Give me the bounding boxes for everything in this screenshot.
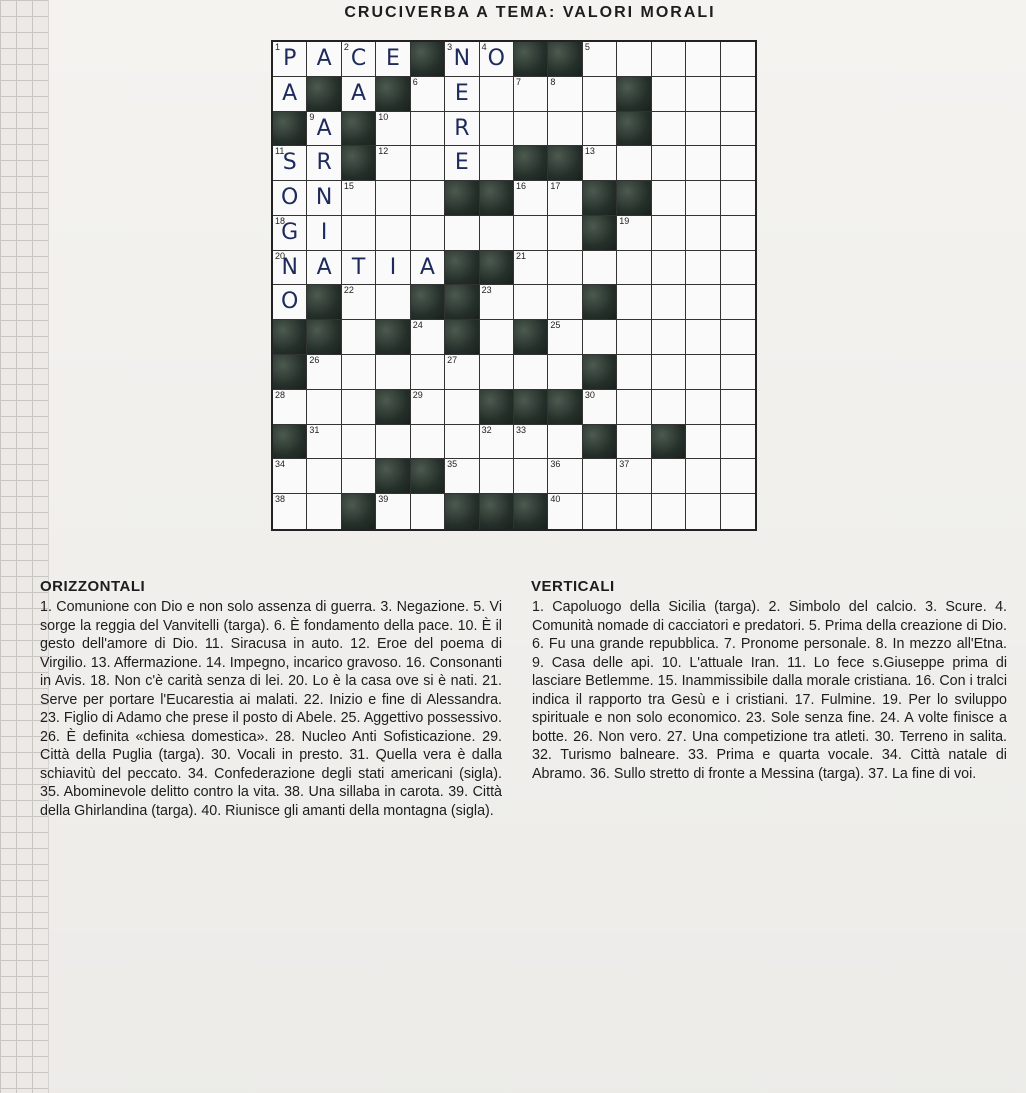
- crossword-cell[interactable]: [652, 77, 686, 112]
- crossword-cell[interactable]: [445, 77, 479, 112]
- black-square: [548, 146, 582, 181]
- crossword-cell[interactable]: [686, 146, 720, 181]
- crossword-cell[interactable]: [342, 181, 376, 216]
- crossword-cell[interactable]: [342, 42, 376, 77]
- crossword-cell[interactable]: [548, 181, 582, 216]
- black-square: [273, 355, 307, 390]
- crossword-cell[interactable]: [686, 494, 720, 529]
- crossword-cell[interactable]: [617, 355, 651, 390]
- black-square: [342, 112, 376, 147]
- black-square: [307, 320, 341, 355]
- black-square: [273, 425, 307, 460]
- handwritten-letter: A: [419, 254, 435, 280]
- handwritten-letter: A: [316, 254, 332, 280]
- crossword-cell[interactable]: [721, 181, 755, 216]
- crossword-cell[interactable]: [721, 390, 755, 425]
- page-title: CRUCIVERBA A TEMA: VALORI MORALI: [344, 4, 716, 21]
- black-square: [411, 285, 445, 320]
- black-square: [514, 320, 548, 355]
- clue-number: 11: [275, 146, 285, 157]
- handwritten-letter: R: [316, 150, 332, 176]
- black-square: [342, 494, 376, 529]
- crossword-cell[interactable]: [342, 320, 376, 355]
- black-square: [514, 390, 548, 425]
- crossword-cell[interactable]: [514, 459, 548, 494]
- clue-number: 9: [309, 111, 315, 122]
- crossword-cell[interactable]: [445, 355, 479, 390]
- crossword-cell[interactable]: [307, 390, 341, 425]
- clue-number: 38: [275, 494, 286, 505]
- crossword-cell[interactable]: [514, 112, 548, 147]
- crossword-cell[interactable]: [411, 320, 445, 355]
- crossword-cell[interactable]: [548, 216, 582, 251]
- black-square: [514, 42, 548, 77]
- crossword-cell[interactable]: [273, 390, 307, 425]
- crossword-cell[interactable]: [514, 285, 548, 320]
- crossword-cell[interactable]: [376, 181, 410, 216]
- crossword-cell[interactable]: [445, 390, 479, 425]
- crossword-cell[interactable]: [307, 251, 341, 286]
- handwritten-letter: I: [320, 219, 328, 245]
- crossword-cell[interactable]: [617, 285, 651, 320]
- clue-number: 37: [619, 459, 630, 470]
- crossword-cell[interactable]: [480, 146, 514, 181]
- black-square: [445, 320, 479, 355]
- crossword-cell[interactable]: [307, 355, 341, 390]
- clue-number: 33: [515, 424, 526, 435]
- crossword-cell[interactable]: [721, 494, 755, 529]
- black-square: [583, 285, 617, 320]
- crossword-cell[interactable]: [721, 112, 755, 147]
- crossword-cell[interactable]: [686, 459, 720, 494]
- crossword-cell[interactable]: [617, 459, 651, 494]
- crossword-cell[interactable]: [411, 181, 445, 216]
- clue-number: 13: [584, 146, 595, 157]
- clue-number: 27: [447, 355, 458, 366]
- handwritten-letter: C: [350, 46, 367, 71]
- clue-number: 36: [550, 459, 561, 470]
- down-clues: 1. Capoluogo della Sicilia (targa). 2. Simbolo del calcio. 3. Scure. 4. Comunità nomade di cacciatori e predatori. 5. Prima della creazione di Dio. 6. Fu una grande repubblica. 7. Pronome personale. 8. In mezzo all'Etna. 9. Casa delle api. 10. L'attuale Iran. 11. Lo fece s.Giuseppe prima di lasciare Betlemme. 15. Inammissibile dalla morale cristiana. 16. Con i tralci indica il rapporto tra Gesù e i cristiani. 17. Fulmine. 19. Per lo sviluppo spirituale e non solo economico. 23. Sole senza fine. 24. A volte finisce a botte. 26. Non vero. 27. Una competizione tra atleti. 30. Terreno in salita. 32. Turismo balneare. 33. Prima e quarta vocale. 34. Città natale di Abramo. 36. Sullo stretto di fronte a Messina (targa). 37. La fine di voi.: [532, 599, 1007, 782]
- black-square: [376, 77, 410, 112]
- crossword-cell[interactable]: [721, 320, 755, 355]
- clue-number: 3: [447, 42, 453, 52]
- crossword-cell[interactable]: [273, 146, 307, 181]
- clue-number: 5: [584, 42, 590, 52]
- black-square: [548, 42, 582, 77]
- crossword-cell[interactable]: [445, 425, 479, 460]
- crossword-cell[interactable]: [480, 285, 514, 320]
- clue-number: 6: [412, 76, 418, 87]
- crossword-cell[interactable]: [514, 425, 548, 460]
- crossword-cell[interactable]: [652, 42, 686, 77]
- black-square: [445, 285, 479, 320]
- clue-number: 19: [619, 215, 630, 226]
- black-square: [342, 146, 376, 181]
- clue-number: 34: [275, 459, 286, 470]
- crossword-cell[interactable]: [273, 216, 307, 251]
- black-square: [617, 112, 651, 147]
- crossword-cell[interactable]: [445, 112, 479, 147]
- crossword-cell[interactable]: [411, 112, 445, 147]
- crossword-cell[interactable]: [652, 320, 686, 355]
- black-square: [273, 112, 307, 147]
- crossword-cell[interactable]: [342, 425, 376, 460]
- crossword-cell[interactable]: [342, 355, 376, 390]
- crossword-cell[interactable]: [583, 390, 617, 425]
- crossword-cell[interactable]: [686, 425, 720, 460]
- clue-number: 32: [481, 424, 492, 435]
- crossword-cell[interactable]: [411, 494, 445, 529]
- crossword-cell[interactable]: [342, 459, 376, 494]
- clue-number: 35: [447, 459, 458, 470]
- clue-number: 39: [378, 494, 389, 505]
- black-square: [583, 216, 617, 251]
- black-square: [445, 251, 479, 286]
- crossword-cell[interactable]: [445, 216, 479, 251]
- crossword-cell[interactable]: [583, 251, 617, 286]
- handwritten-letter: N: [315, 185, 333, 211]
- crossword-cell[interactable]: [617, 390, 651, 425]
- crossword-cell[interactable]: [342, 251, 376, 286]
- crossword-cell[interactable]: [411, 216, 445, 251]
- black-square: [445, 181, 479, 216]
- crossword-cell[interactable]: [445, 459, 479, 494]
- crossword-cell[interactable]: [721, 425, 755, 460]
- crossword-cell[interactable]: [514, 216, 548, 251]
- black-square: [583, 355, 617, 390]
- crossword-cell[interactable]: [721, 77, 755, 112]
- crossword-cell[interactable]: [376, 425, 410, 460]
- crossword-cell[interactable]: [652, 494, 686, 529]
- crossword-cell[interactable]: [617, 425, 651, 460]
- crossword-cell[interactable]: [617, 320, 651, 355]
- crossword-cell[interactable]: [480, 42, 514, 77]
- black-square: [617, 181, 651, 216]
- clue-number: 22: [343, 285, 354, 296]
- crossword-cell[interactable]: [307, 112, 341, 147]
- crossword-cell[interactable]: [273, 181, 307, 216]
- crossword-cell[interactable]: [583, 42, 617, 77]
- crossword-cell[interactable]: [686, 42, 720, 77]
- crossword-cell[interactable]: [307, 216, 341, 251]
- across-clues: 1. Comunione con Dio e non solo assenza di guerra. 3. Negazione. 5. Vi sorge la reggia del Vanvitelli (targa). 6. È fondamento della pace. 10. È il gesto dell'amore di Dio. 11. Siracusa in auto. 12. Eroe del poema di Virgilio. 13. Affermazione. 14. Impegno, incarico gravoso. 16. Consonanti in Avis. 18. Non c'è carità senza di lei. 20. Lo è la casa ove si è nati. 21. Serve per portare l'Eucarestia ai malati. 22. Inizio e fine di Alessandra. 23. Figlio di Adamo che prese il posto di Abele. 25. Aggettivo possessivo. 26. È definita «chiesa domestica». 28. Nucleo Anti Sofisticazione. 29. Città della Puglia (targa). 30. Vocali in presto. 31. Quella vera è dalla schiavitù del peccato. 34. Confederazione degli stati americani (sigla). 35. Abominevole delitto contro la vita. 38. Una sillaba in carota. 39. Città della Ghirlandina (targa). 40. Riunisce gli amanti della montagna (sigla).: [40, 599, 502, 819]
- handwritten-letter: A: [316, 115, 332, 141]
- black-square: [445, 494, 479, 529]
- crossword-cell[interactable]: [721, 459, 755, 494]
- crossword-cell[interactable]: [617, 251, 651, 286]
- black-square: [411, 459, 445, 494]
- clue-number: 24: [412, 320, 423, 331]
- black-square: [480, 181, 514, 216]
- handwritten-letter: G: [281, 219, 299, 245]
- crossword-cell[interactable]: [411, 425, 445, 460]
- crossword-cell[interactable]: [583, 494, 617, 529]
- black-square: [307, 285, 341, 320]
- crossword-cell[interactable]: [307, 494, 341, 529]
- clue-number: 25: [550, 320, 561, 331]
- crossword-cell[interactable]: [617, 146, 651, 181]
- handwritten-letter: A: [282, 80, 298, 106]
- crossword-cell[interactable]: [514, 355, 548, 390]
- clue-number: 30: [584, 389, 595, 400]
- handwritten-letter: O: [281, 185, 299, 211]
- black-square: [273, 320, 307, 355]
- crossword-cell[interactable]: [376, 251, 410, 286]
- crossword-cell[interactable]: [721, 251, 755, 286]
- crossword-cell[interactable]: [342, 285, 376, 320]
- clue-number: 40: [550, 494, 561, 505]
- handwritten-letter: O: [487, 46, 505, 71]
- crossword-cell[interactable]: [583, 77, 617, 112]
- handwritten-letter: P: [283, 46, 297, 71]
- clue-number: 18: [275, 215, 286, 226]
- crossword-cell[interactable]: [376, 285, 410, 320]
- crossword-cell[interactable]: [548, 251, 582, 286]
- clue-number: 23: [481, 285, 492, 296]
- crossword-cell[interactable]: [514, 181, 548, 216]
- crossword-cell[interactable]: [342, 216, 376, 251]
- black-square: [480, 251, 514, 286]
- crossword-cell[interactable]: [445, 42, 479, 77]
- clue-number: 2: [343, 42, 349, 52]
- crossword-cell[interactable]: [652, 146, 686, 181]
- handwritten-letter: S: [282, 150, 297, 176]
- clue-number: 12: [378, 146, 389, 157]
- crossword-cell[interactable]: [307, 459, 341, 494]
- black-square: [514, 494, 548, 529]
- crossword-cell[interactable]: [411, 77, 445, 112]
- crossword-cell[interactable]: [342, 390, 376, 425]
- crossword-cell[interactable]: [583, 112, 617, 147]
- clue-number: 4: [481, 42, 487, 52]
- crossword-cell[interactable]: [617, 216, 651, 251]
- handwritten-letter: A: [351, 80, 367, 106]
- crossword-cell[interactable]: [376, 112, 410, 147]
- crossword-cell[interactable]: [617, 42, 651, 77]
- crossword-cell[interactable]: [411, 146, 445, 181]
- black-square: [480, 390, 514, 425]
- handwritten-letter: R: [454, 115, 470, 141]
- crossword-cell[interactable]: [376, 42, 410, 77]
- crossword-cell[interactable]: [411, 355, 445, 390]
- clue-number: 29: [412, 389, 423, 400]
- crossword-cell[interactable]: [376, 216, 410, 251]
- black-square: [548, 390, 582, 425]
- black-square: [652, 425, 686, 460]
- crossword-cell[interactable]: [583, 146, 617, 181]
- crossword-cell[interactable]: [307, 146, 341, 181]
- crossword-cell[interactable]: [617, 494, 651, 529]
- crossword-cell[interactable]: [583, 320, 617, 355]
- crossword-cell[interactable]: [480, 216, 514, 251]
- crossword-cell[interactable]: [548, 77, 582, 112]
- crossword-cell[interactable]: [548, 285, 582, 320]
- crossword-cell[interactable]: [376, 146, 410, 181]
- crossword-cell[interactable]: [273, 77, 307, 112]
- black-square: [583, 425, 617, 460]
- handwritten-letter: E: [454, 80, 469, 106]
- handwritten-letter: O: [281, 289, 299, 315]
- crossword-cell[interactable]: [548, 425, 582, 460]
- handwritten-letter: N: [281, 254, 298, 280]
- crossword-cell[interactable]: [548, 320, 582, 355]
- crossword-cell[interactable]: [411, 251, 445, 286]
- crossword-cell[interactable]: [307, 181, 341, 216]
- black-square: [307, 77, 341, 112]
- handwritten-letter: I: [389, 254, 397, 280]
- crossword-cell[interactable]: [376, 494, 410, 529]
- crossword-cell[interactable]: [686, 77, 720, 112]
- black-square: [411, 42, 445, 77]
- crossword-cell[interactable]: [686, 390, 720, 425]
- crossword-cell[interactable]: [342, 77, 376, 112]
- crossword-cell[interactable]: [721, 355, 755, 390]
- clue-number: 15: [343, 181, 354, 192]
- crossword-cell[interactable]: [652, 285, 686, 320]
- crossword-cell[interactable]: [445, 146, 479, 181]
- handwritten-letter: T: [351, 254, 366, 280]
- black-square: [583, 181, 617, 216]
- black-square: [376, 320, 410, 355]
- across-heading: ORIZZONTALI: [40, 578, 146, 595]
- clue-number: 31: [309, 424, 320, 435]
- crossword-grid: [271, 40, 757, 531]
- graph-paper-edge: [0, 0, 49, 1093]
- crossword-cell[interactable]: [273, 285, 307, 320]
- crossword-cell[interactable]: [480, 77, 514, 112]
- crossword-cell[interactable]: [686, 181, 720, 216]
- crossword-cell[interactable]: [273, 459, 307, 494]
- crossword-cell[interactable]: [686, 285, 720, 320]
- crossword-cell[interactable]: [376, 355, 410, 390]
- crossword-cell[interactable]: [686, 251, 720, 286]
- crossword-cell[interactable]: [686, 216, 720, 251]
- crossword-cell[interactable]: [480, 425, 514, 460]
- clue-number: 1: [275, 42, 281, 52]
- clue-number: 28: [275, 389, 286, 400]
- crossword-cell[interactable]: [652, 459, 686, 494]
- crossword-cell[interactable]: [721, 42, 755, 77]
- handwritten-letter: E: [454, 150, 469, 176]
- crossword-cell[interactable]: [307, 42, 341, 77]
- crossword-cell[interactable]: [652, 355, 686, 390]
- black-square: [617, 77, 651, 112]
- crossword-cell[interactable]: [548, 355, 582, 390]
- down-heading: VERTICALI: [531, 578, 615, 595]
- handwritten-letter: A: [316, 46, 332, 71]
- crossword-cell[interactable]: [583, 459, 617, 494]
- crossword-cell[interactable]: [721, 216, 755, 251]
- clue-number: 20: [275, 250, 286, 261]
- crossword-cell[interactable]: [514, 251, 548, 286]
- clue-number: 7: [515, 76, 521, 87]
- black-square: [376, 390, 410, 425]
- handwritten-letter: N: [453, 46, 471, 71]
- crossword-cell[interactable]: [480, 320, 514, 355]
- crossword-cell[interactable]: [652, 251, 686, 286]
- crossword-cell[interactable]: [307, 425, 341, 460]
- crossword-cell[interactable]: [721, 285, 755, 320]
- clue-number: 10: [378, 111, 389, 122]
- clue-number: 17: [550, 181, 561, 192]
- crossword-cell[interactable]: [548, 459, 582, 494]
- crossword-cell[interactable]: [548, 494, 582, 529]
- crossword-cell[interactable]: [273, 42, 307, 77]
- clue-number: 26: [309, 355, 320, 366]
- crossword-cell[interactable]: [273, 494, 307, 529]
- crossword-cell[interactable]: [686, 355, 720, 390]
- crossword-cell[interactable]: [480, 112, 514, 147]
- crossword-cell[interactable]: [652, 181, 686, 216]
- handwritten-letter: E: [386, 46, 400, 71]
- clue-number: 8: [550, 76, 556, 87]
- crossword-cell[interactable]: [686, 112, 720, 147]
- crossword-cell[interactable]: [686, 320, 720, 355]
- crossword-cell[interactable]: [652, 216, 686, 251]
- crossword-cell[interactable]: [411, 390, 445, 425]
- black-square: [514, 146, 548, 181]
- crossword-cell[interactable]: [514, 77, 548, 112]
- black-square: [480, 494, 514, 529]
- black-square: [376, 459, 410, 494]
- clue-number: 21: [515, 250, 526, 261]
- crossword-cell[interactable]: [721, 146, 755, 181]
- crossword-cell[interactable]: [273, 251, 307, 286]
- crossword-cell[interactable]: [480, 459, 514, 494]
- crossword-cell[interactable]: [652, 112, 686, 147]
- crossword-cell[interactable]: [652, 390, 686, 425]
- crossword-cell[interactable]: [548, 112, 582, 147]
- crossword-cell[interactable]: [480, 355, 514, 390]
- clue-number: 16: [515, 181, 526, 192]
